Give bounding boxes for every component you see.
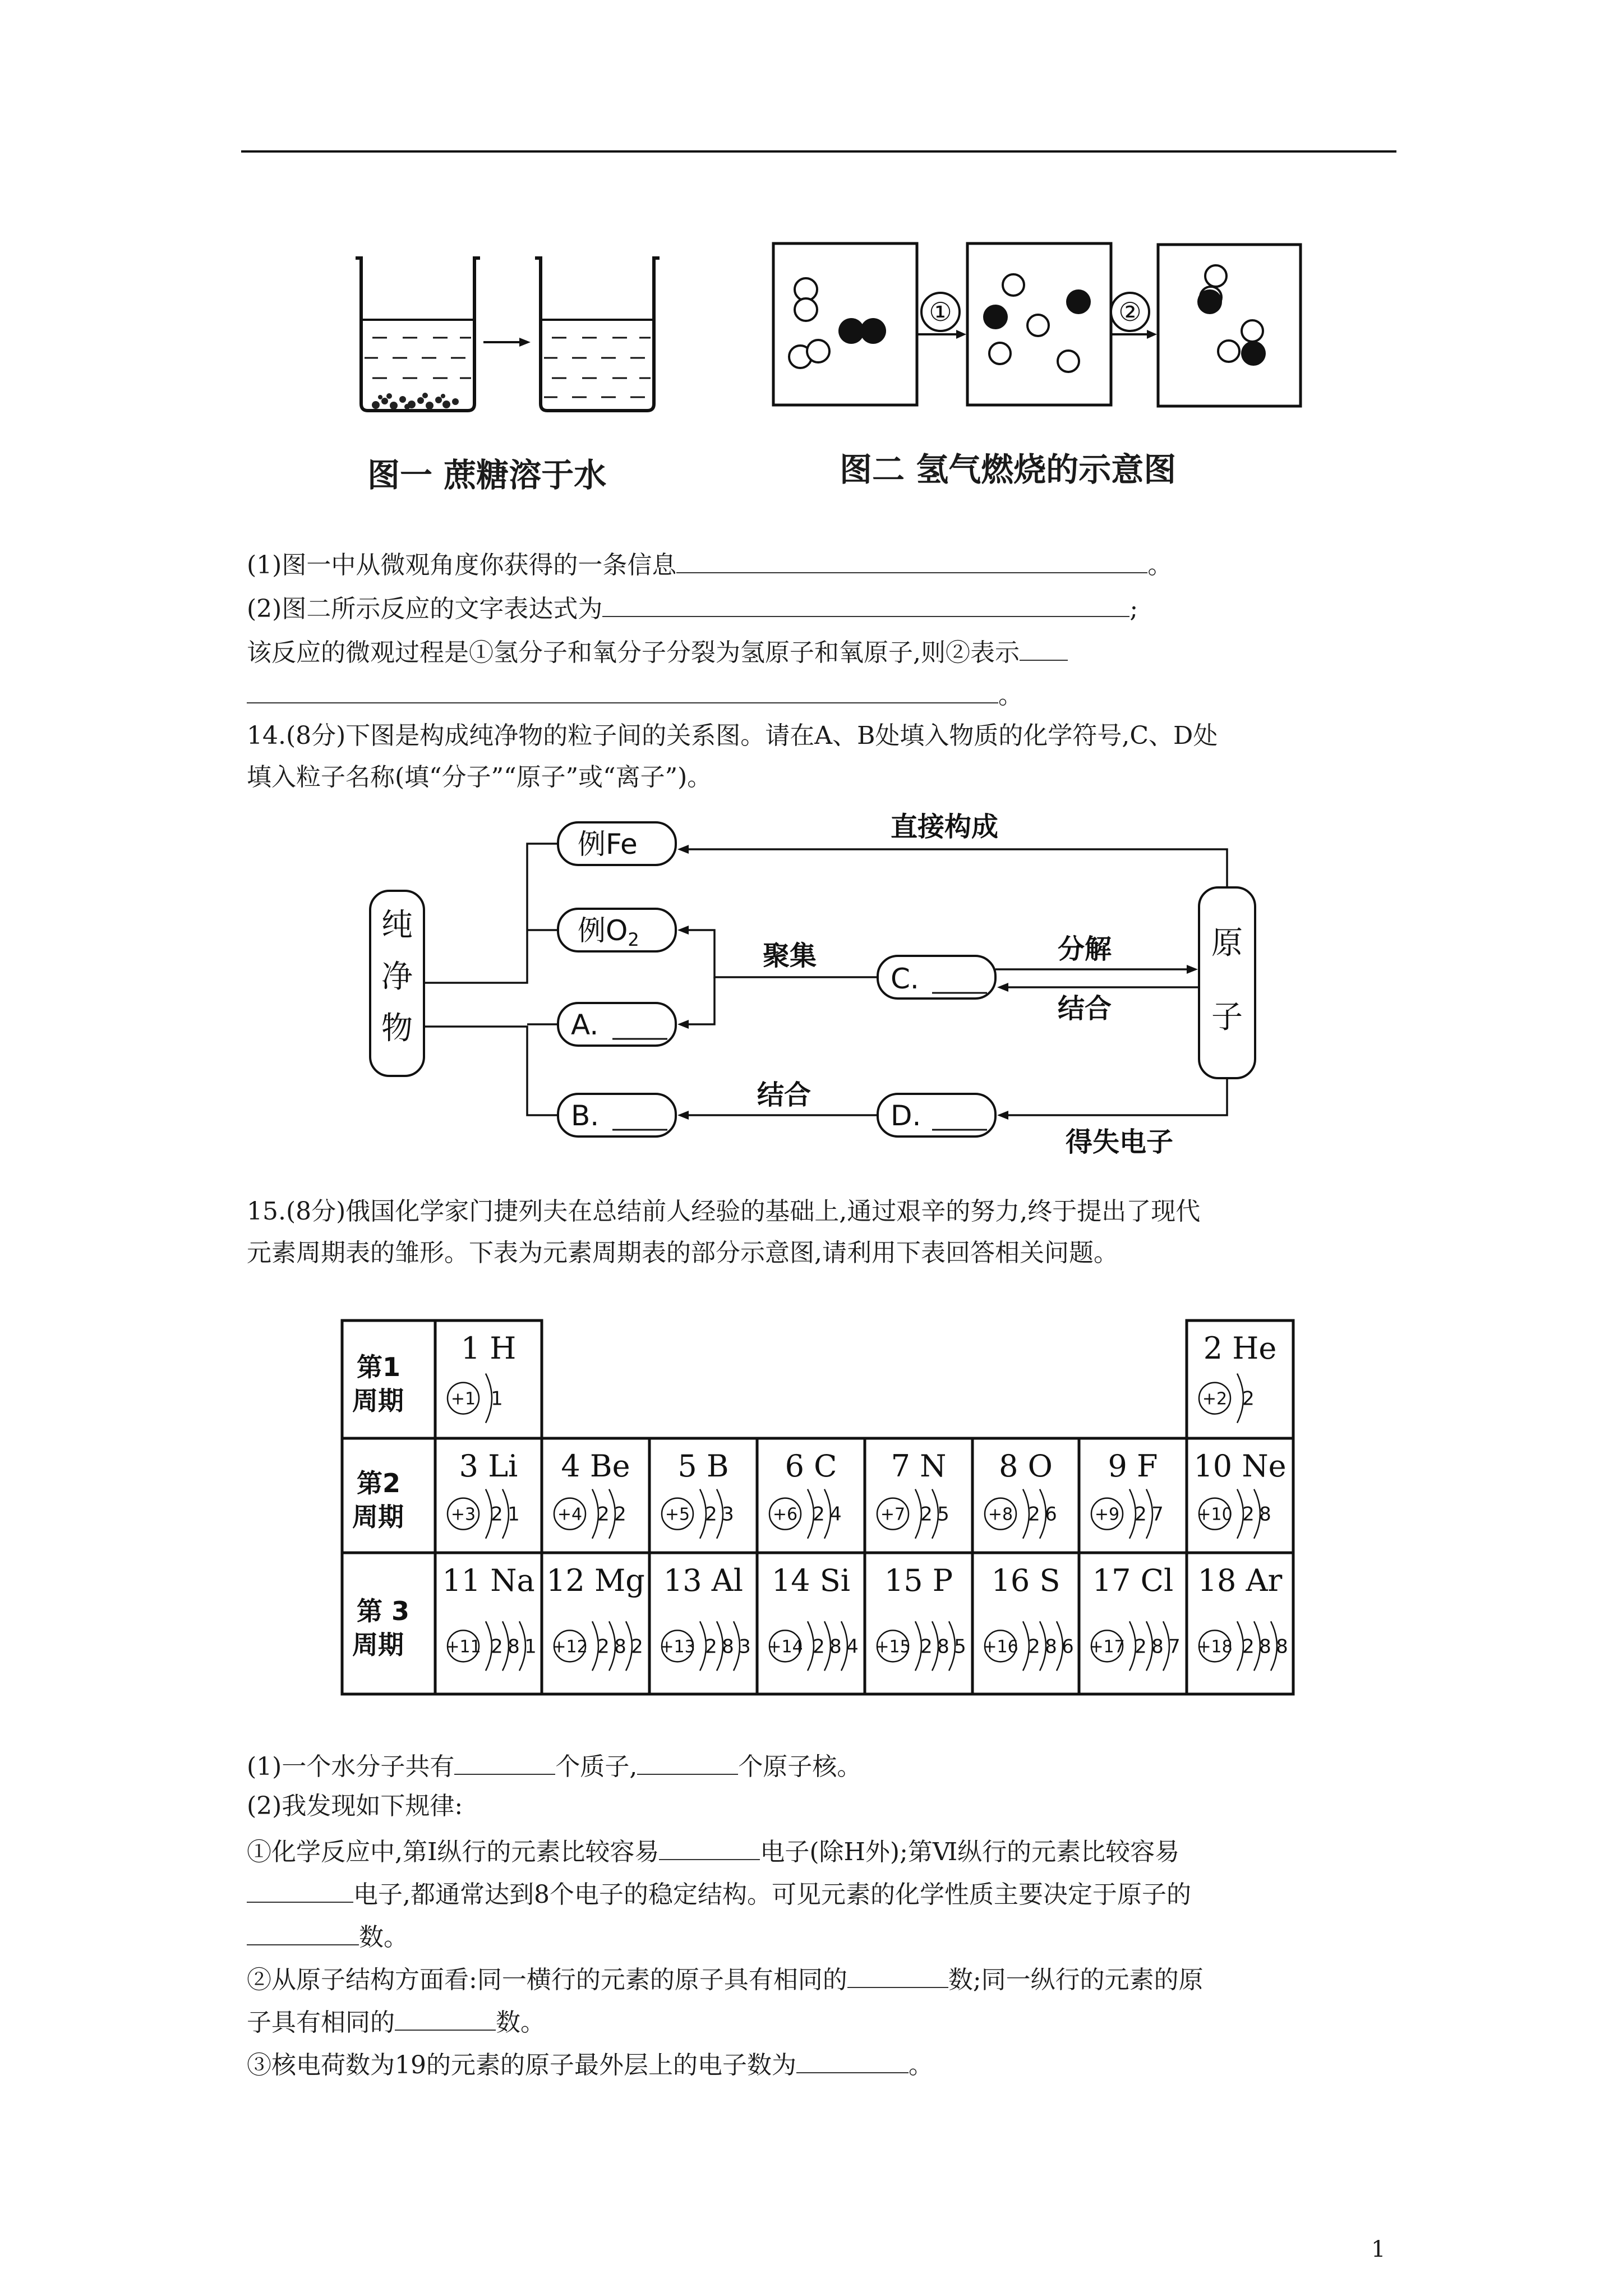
shell-electron-count: 7: [1151, 1503, 1164, 1526]
q13-line4: 。: [247, 680, 1023, 708]
q15-sub2: (2)我发现如下规律:: [247, 1792, 463, 1820]
element-symbol: 13 Al: [663, 1563, 744, 1598]
shell-electron-count: 1: [508, 1503, 520, 1526]
shell-electron-count: 2: [1242, 1503, 1255, 1526]
shell-electron-count: 8: [829, 1635, 842, 1658]
label-decompose: 分解: [1058, 933, 1112, 965]
box-a-label: A.: [571, 1009, 599, 1041]
shell-electron-count: 2: [1242, 1387, 1255, 1410]
answer-blank[interactable]: [659, 1837, 760, 1860]
element-symbol: 8 O: [999, 1448, 1053, 1484]
element-symbol: 9 F: [1108, 1448, 1158, 1484]
page-number: 1: [1371, 2237, 1386, 2262]
element-symbol: 16 S: [991, 1563, 1061, 1598]
answer-blank[interactable]: [676, 550, 1147, 573]
shell-electron-count: 3: [722, 1503, 734, 1526]
element-symbol: 11 Na: [442, 1563, 535, 1598]
nucleus-charge: +12: [552, 1637, 588, 1657]
shell-electron-count: 8: [1259, 1635, 1271, 1658]
element-symbol: 17 Cl: [1092, 1563, 1174, 1598]
shell-electron-count: 2: [920, 1503, 933, 1526]
label-gather: 聚集: [763, 940, 817, 972]
box-d-label: D.: [891, 1099, 921, 1132]
nucleus-charge: +16: [983, 1637, 1018, 1657]
period-label: 第1: [357, 1352, 401, 1382]
element-cell: [877, 1448, 949, 1539]
pure-char-1: 纯: [381, 907, 413, 944]
shell-electron-count: 1: [491, 1387, 503, 1410]
element-cell: [769, 1448, 842, 1539]
nucleus-charge: +6: [772, 1504, 798, 1525]
shell-electron-count: 8: [937, 1635, 949, 1658]
figure-sugar-beakers: [353, 247, 667, 421]
element-cell: [448, 1448, 520, 1539]
shell-electron-count: 8: [614, 1635, 626, 1658]
nucleus-charge: +7: [880, 1504, 906, 1525]
period-label: 第2: [357, 1468, 401, 1498]
answer-blank[interactable]: [796, 2050, 909, 2073]
element-symbol: 12 Mg: [546, 1563, 645, 1598]
shell-electron-count: 5: [954, 1635, 966, 1658]
shell-electron-count: 8: [1276, 1635, 1288, 1658]
shell-electron-count: 8: [1259, 1503, 1271, 1526]
shell-electron-count: 2: [813, 1503, 825, 1526]
period-label: 周期: [352, 1630, 404, 1660]
element-cell: [983, 1563, 1073, 1671]
q15-rule3: ③核电荷数为19的元素的原子最外层上的电子数为 。: [247, 2051, 933, 2079]
shell-electron-count: 3: [739, 1635, 751, 1658]
q13-line1: (1)图一中从微观角度你获得的一条信息 。: [247, 551, 1173, 579]
shell-electron-count: 2: [614, 1503, 626, 1526]
q15-sub1: (1)一个水分子共有 个质子, 个原子核。: [247, 1752, 862, 1781]
q14-line2: 填入粒子名称(填“分子”“原子”或“离子”)。: [247, 763, 712, 792]
shell-electron-count: 2: [705, 1503, 717, 1526]
nucleus-charge: +1: [450, 1389, 476, 1409]
nucleus-charge: +14: [767, 1637, 803, 1657]
q15-rule2-line2: 子具有相同的 数。: [247, 2008, 545, 2037]
shell-electron-count: 2: [597, 1503, 610, 1526]
answer-blank[interactable]: [1020, 637, 1068, 661]
shell-electron-count: 2: [1028, 1503, 1040, 1526]
q15-rule2-line1: ②从原子结构方面看:同一横行的元素的原子具有相同的 数;同一纵行的元素的原: [247, 1966, 1204, 1994]
pure-char-3: 物: [381, 1010, 413, 1047]
shell-electron-count: 2: [920, 1635, 933, 1658]
label-direct-compose: 直接构成: [891, 811, 999, 843]
shell-electron-count: 2: [1028, 1635, 1040, 1658]
shell-electron-count: 2: [1242, 1635, 1255, 1658]
step1-label: ①: [929, 297, 952, 327]
element-symbol: 5 B: [677, 1448, 729, 1484]
periodic-table: [336, 1315, 1307, 1708]
answer-blank[interactable]: [247, 1922, 359, 1945]
figure2-caption: 图二 氢气燃烧的示意图: [840, 450, 1177, 489]
element-cell: [1091, 1448, 1164, 1539]
shell-electron-count: 2: [631, 1635, 643, 1658]
shell-electron-count: 2: [705, 1635, 717, 1658]
element-symbol: 2 He: [1203, 1331, 1277, 1366]
element-cell: [442, 1563, 536, 1671]
atom-char-1: 原: [1211, 925, 1243, 961]
nucleus-charge: +11: [445, 1637, 481, 1657]
shell-electron-count: 2: [813, 1635, 825, 1658]
shell-electron-count: 8: [1045, 1635, 1057, 1658]
label-gain-lose-electrons: 得失电子: [1066, 1126, 1174, 1158]
element-symbol: 15 P: [884, 1563, 953, 1598]
nucleus-charge: +4: [557, 1504, 583, 1525]
particle-relationship-diagram: [365, 808, 1262, 1167]
shell-electron-count: 8: [722, 1635, 734, 1658]
nucleus-charge: +3: [450, 1504, 476, 1525]
label-combine-bottom: 结合: [757, 1079, 811, 1111]
element-cell: [662, 1448, 734, 1539]
nucleus-charge: +13: [660, 1637, 695, 1657]
element-cell: [1197, 1563, 1288, 1671]
answer-blank[interactable]: [637, 1751, 738, 1775]
q15-rule1-line2: 电子,都通常达到8个电子的稳定结构。可见元素的化学性质主要决定于原子的: [247, 1879, 1191, 1907]
period-label: 第 3: [357, 1596, 410, 1626]
answer-blank[interactable]: [602, 593, 1129, 617]
label-combine-top: 结合: [1058, 993, 1112, 1024]
period-label: 周期: [352, 1386, 404, 1416]
q15-rule1-line3: 数。: [247, 1922, 408, 1950]
nucleus-charge: +9: [1094, 1504, 1120, 1525]
nucleus-charge: +5: [665, 1504, 690, 1525]
nucleus-charge: +8: [988, 1504, 1013, 1525]
q13-line3: 该反应的微观过程是①氢分子和氧分子分裂为氢原子和氧原子,则②表示: [247, 637, 1068, 665]
figure-hydrogen-combustion: [771, 241, 1310, 409]
element-cell: [660, 1563, 750, 1671]
element-symbol: 1 H: [460, 1331, 517, 1366]
period-label: 周期: [352, 1502, 404, 1532]
element-cell: [554, 1448, 630, 1539]
element-symbol: 7 N: [891, 1448, 947, 1484]
shell-electron-count: 8: [1151, 1635, 1164, 1658]
shell-electron-count: 7: [1168, 1635, 1181, 1658]
shell-electron-count: 2: [491, 1503, 503, 1526]
element-cell: [546, 1563, 645, 1671]
nucleus-charge: +2: [1202, 1389, 1228, 1409]
answer-blank[interactable]: [454, 1751, 555, 1775]
element-symbol: 4 Be: [561, 1448, 630, 1484]
shell-electron-count: 4: [846, 1635, 859, 1658]
atom-char-2: 子: [1211, 999, 1243, 1036]
shell-electron-count: 2: [1135, 1635, 1147, 1658]
box-c-label: C.: [891, 963, 919, 995]
header-rule: [241, 150, 1396, 153]
element-cell: [767, 1563, 858, 1671]
shell-electron-count: 6: [1045, 1503, 1057, 1526]
pure-char-2: 净: [381, 959, 413, 995]
figure1-caption: 图一 蔗糖溶于水: [367, 456, 607, 494]
element-cell: [875, 1563, 966, 1671]
shell-electron-count: 1: [524, 1635, 537, 1658]
element-symbol: 18 Ar: [1197, 1563, 1283, 1598]
answer-blank[interactable]: [247, 1879, 353, 1903]
element-cell: [1193, 1448, 1286, 1539]
answer-blank[interactable]: [847, 1964, 948, 1988]
box-b-label: B.: [571, 1099, 600, 1132]
shell-electron-count: 8: [508, 1635, 520, 1658]
element-cell: [1089, 1563, 1180, 1671]
shell-electron-count: 6: [1062, 1635, 1074, 1658]
q13-line2: (2)图二所示反应的文字表达式为 ;: [247, 595, 1138, 623]
element-symbol: 10 Ne: [1193, 1448, 1287, 1484]
nucleus-charge: +17: [1089, 1637, 1125, 1657]
q15-line2: 元素周期表的雏形。下表为元素周期表的部分示意图,请利用下表回答相关问题。: [247, 1239, 1118, 1267]
nucleus-charge: +10: [1197, 1504, 1233, 1525]
shell-electron-count: 5: [937, 1503, 949, 1526]
shell-electron-count: 2: [597, 1635, 610, 1658]
answer-blank[interactable]: [247, 680, 998, 703]
q14-line1: 14.(8分)下图是构成纯净物的粒子间的关系图。请在A、B处填入物质的化学符号,C、D处: [247, 721, 1218, 750]
element-symbol: 6 C: [785, 1448, 837, 1484]
q15-rule1-line1: ①化学反应中,第Ⅰ纵行的元素比较容易 电子(除H外);第Ⅵ纵行的元素比较容易: [247, 1838, 1180, 1866]
box-example-o2: 例$O_2$: [578, 914, 639, 950]
element-cell: [1199, 1331, 1276, 1423]
step2-label: ②: [1118, 297, 1142, 327]
shell-electron-count: 2: [1135, 1503, 1147, 1526]
shell-electron-count: 2: [491, 1635, 503, 1658]
shell-electron-count: 4: [829, 1503, 842, 1526]
nucleus-charge: +15: [875, 1637, 911, 1657]
element-symbol: 3 Li: [459, 1448, 518, 1484]
element-symbol: 14 Si: [771, 1563, 851, 1598]
box-example-fe: 例Fe: [578, 828, 638, 861]
element-cell: [985, 1448, 1057, 1539]
q15-line1: 15.(8分)俄国化学家门捷列夫在总结前人经验的基础上,通过艰辛的努力,终于提出了现代: [247, 1197, 1201, 1226]
answer-blank[interactable]: [395, 2007, 496, 2031]
nucleus-charge: +18: [1197, 1637, 1233, 1657]
element-cell: [448, 1331, 516, 1423]
